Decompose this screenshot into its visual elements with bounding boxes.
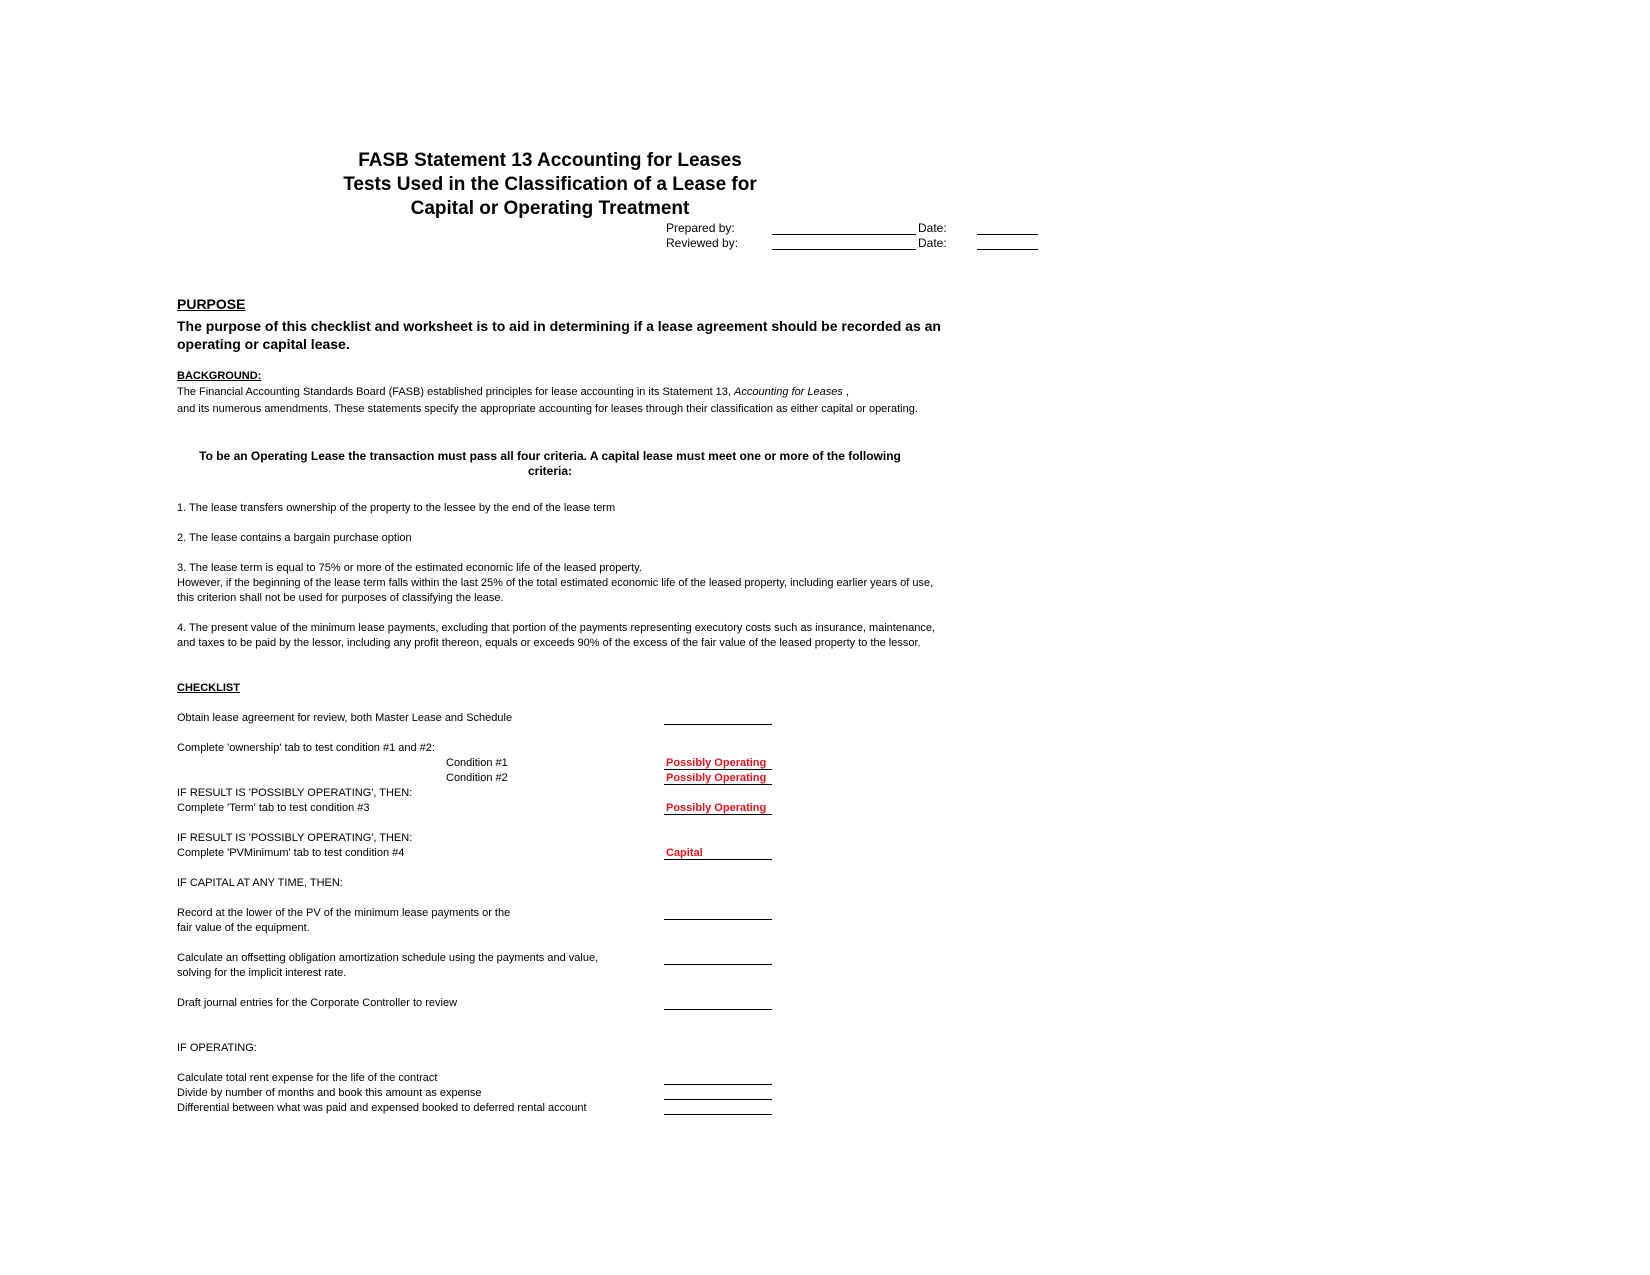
document-title-line3: Capital or Operating Treatment — [410, 198, 690, 219]
checklist-heading: CHECKLIST — [177, 682, 240, 694]
criterion-2: 2. The lease contains a bargain purchase option — [177, 532, 412, 544]
checklist-item-obtain: Obtain lease agreement for review, both Master Lease and Schedule — [177, 712, 513, 724]
reviewed-by-field[interactable] — [772, 249, 916, 250]
differential-signoff-field[interactable] — [664, 1114, 772, 1115]
criterion-1: 1. The lease transfers ownership of the property to the lessee by the end of the lease term — [177, 502, 616, 514]
criterion-4-line2: and taxes to be paid by the lessor, including any profit thereon, equals or exceeds 90% of the excess of the fair value of the leased property to the lessor. — [177, 637, 921, 649]
if-operating-heading: IF OPERATING: — [177, 1042, 257, 1054]
background-text-line1-post: , — [842, 386, 850, 398]
checklist-item-term: Complete 'Term' tab to test condition #3 — [177, 802, 370, 814]
pvminimum-result: Capital — [666, 847, 703, 859]
background-text-line1 — [177, 385, 849, 400]
checklist-item-record-line1: Record at the lower of the PV of the minimum lease payments or the — [177, 907, 511, 919]
if-possibly-operating-1: IF RESULT IS 'POSSIBLY OPERATING', THEN: — [177, 787, 413, 799]
if-possibly-operating-2: IF RESULT IS 'POSSIBLY OPERATING', THEN: — [177, 832, 413, 844]
checklist-item-calculate-line1: Calculate an offsetting obligation amortization schedule using the payments and value, — [177, 952, 599, 964]
purpose-text-line2: operating or capital lease. — [177, 336, 350, 352]
criteria-heading-line2: criteria: — [527, 464, 573, 478]
criteria-heading-line1: To be an Operating Lease the transaction must pass all four criteria. A capital lease must meet one or more of the following — [199, 449, 901, 463]
rent-signoff-field[interactable] — [664, 1084, 772, 1085]
reviewed-date-label: Date: — [918, 236, 947, 250]
prepared-by-field[interactable] — [772, 234, 916, 235]
criterion-3-line3: this criterion shall not be used for purposes of classifying the lease. — [177, 592, 504, 604]
checklist-item-draft: Draft journal entries for the Corporate Controller to review — [177, 997, 458, 1009]
reviewed-date-field[interactable] — [977, 249, 1038, 250]
draft-signoff-field[interactable] — [664, 1009, 772, 1010]
reviewed-by-label: Reviewed by: — [666, 236, 739, 250]
checklist-item-divide: Divide by number of months and book this amount as expense — [177, 1087, 482, 1099]
background-text-line1-pre: The Financial Accounting Standards Board (FASB) established principles for lease accounting in its Statement 13, — [177, 386, 735, 398]
checklist-item-record-line2: fair value of the equipment. — [177, 922, 310, 934]
condition-2-result: Possibly Operating — [666, 772, 767, 784]
if-capital-heading: IF CAPITAL AT ANY TIME, THEN: — [177, 877, 343, 889]
background-text-line2: and its numerous amendments. These statements specify the appropriate accounting for leases through their classification as either capital or operating. — [177, 403, 918, 415]
checklist-item-calculate-line2: solving for the implicit interest rate. — [177, 967, 347, 979]
checklist-item-pvminimum: Complete 'PVMinimum' tab to test condition #4 — [177, 847, 405, 859]
criterion-4-line1: 4. The present value of the minimum lease payments, excluding that portion of the payments representing executory costs such as insurance, maintenance, — [177, 622, 935, 634]
condition-2-underline — [664, 784, 772, 785]
divide-signoff-field[interactable] — [664, 1099, 772, 1100]
purpose-heading: PURPOSE — [177, 296, 246, 312]
criterion-3-line1: 3. The lease term is equal to 75% or more of the estimated economic life of the leased property. — [177, 562, 642, 574]
prepared-date-label: Date: — [918, 221, 947, 235]
condition-1-label: Condition #1 — [446, 757, 508, 769]
calculate-signoff-field[interactable] — [664, 964, 772, 965]
document-title-line2: Tests Used in the Classification of a Lease for — [343, 174, 757, 195]
pvminimum-underline — [664, 859, 772, 860]
prepared-date-field[interactable] — [977, 234, 1038, 235]
record-signoff-field[interactable] — [664, 919, 772, 920]
condition-2-label: Condition #2 — [446, 772, 508, 784]
checklist-item-differential: Differential between what was paid and expensed booked to deferred rental account — [177, 1102, 587, 1114]
term-underline — [664, 814, 772, 815]
background-heading: BACKGROUND: — [177, 370, 262, 382]
purpose-text-line1: The purpose of this checklist and worksheet is to aid in determining if a lease agreement should be recorded as an — [177, 318, 941, 334]
document-title-line1: FASB Statement 13 Accounting for Leases — [358, 150, 742, 171]
term-result: Possibly Operating — [666, 802, 767, 814]
criterion-3-line2: However, if the beginning of the lease term falls within the last 25% of the total estimated economic life of the leased property, including earlier years of use, — [177, 577, 934, 589]
prepared-by-label: Prepared by: — [666, 221, 735, 235]
checklist-item-rent: Calculate total rent expense for the life of the contract — [177, 1072, 438, 1084]
background-statement-title: Accounting for Leases — [734, 386, 843, 398]
condition-1-underline — [664, 769, 772, 770]
checklist-item-ownership: Complete 'ownership' tab to test condition #1 and #2: — [177, 742, 435, 754]
condition-1-result: Possibly Operating — [666, 757, 767, 769]
obtain-signoff-field[interactable] — [664, 724, 772, 725]
